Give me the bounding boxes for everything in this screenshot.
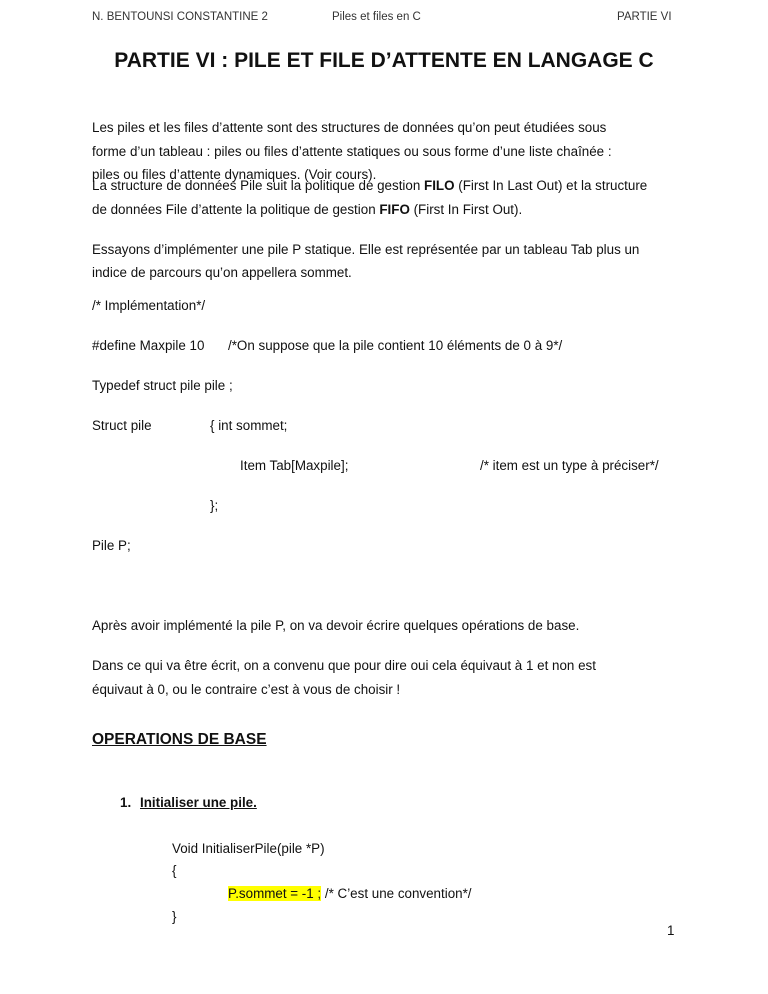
op1-signature: Void InitialiserPile(pile *P) (172, 841, 325, 856)
convention-line-2: équivaut à 0, ou le contraire c’est à vous de choisir ! (92, 682, 401, 697)
text: de données File d’attente la politique de gestion (92, 202, 380, 217)
code-struct: Struct pile (92, 418, 152, 433)
header-part: PARTIE VI (617, 11, 672, 23)
after-text: Après avoir implémenté la pile P, on va devoir écrire quelques opérations de base. (92, 618, 580, 633)
page-title: PARTIE VI : PILE ET FILE D’ATTENTE EN LANGAGE C (114, 49, 654, 72)
code-item: Item Tab[Maxpile]; (240, 458, 349, 473)
code-define: #define Maxpile 10 (92, 338, 205, 353)
essay-line-1: Essayons d’implémenter une pile P statique. Elle est représentée par un tableau Tab plus un (92, 242, 640, 257)
convention-line-1: Dans ce qui va être écrit, on a convenu que pour dire oui cela équivaut à 1 et non est (92, 658, 596, 673)
op1-close-brace: } (172, 909, 177, 924)
intro-line-2: forme d’un tableau : piles ou files d’attente statiques ou sous forme d’une liste chaînée : (92, 144, 612, 159)
text: (First In First Out). (409, 202, 523, 217)
policy-line-1 (92, 177, 647, 195)
op1-number: 1. (120, 795, 132, 810)
code-struct-open: { int sommet; (210, 418, 288, 433)
op1-statement-comment: /* C’est une convention*/ (321, 886, 472, 901)
filo-term: FILO (424, 178, 455, 193)
intro-line-3: piles ou files d’attente dynamiques. (Voir cours). (92, 167, 377, 182)
code-pile-decl: Pile P; (92, 538, 131, 553)
op1-open-brace: { (172, 863, 177, 878)
code-typedef: Typedef struct pile pile ; (92, 378, 233, 393)
code-define-comment: /*On suppose que la pile contient 10 éléments de 0 à 9*/ (228, 338, 563, 353)
text: La structure de données Pile suit la politique de gestion (92, 178, 425, 193)
op1-statement (228, 885, 472, 903)
highlighted-code: P.sommet = -1 ; (228, 886, 322, 901)
code-struct-close: }; (210, 498, 219, 513)
page-number: 1 (667, 923, 675, 938)
section-heading: OPERATIONS DE BASE (92, 731, 267, 748)
op1-label: Initialiser une pile. (140, 795, 257, 810)
essay-line-2: indice de parcours qu’on appellera sommet. (92, 265, 352, 280)
code-item-comment: /* item est un type à préciser*/ (480, 458, 659, 473)
header-subject: Piles et files en C (332, 11, 421, 23)
text: (First In Last Out) et la structure (454, 178, 648, 193)
code-comment: /* Implémentation*/ (92, 298, 206, 313)
intro-line-1: Les piles et les files d’attente sont des structures de données qu’on peut étudiées sous (92, 120, 607, 135)
policy-line-2 (92, 201, 522, 219)
fifo-term: FIFO (379, 202, 410, 217)
header-author: N. BENTOUNSI CONSTANTINE 2 (92, 11, 268, 23)
